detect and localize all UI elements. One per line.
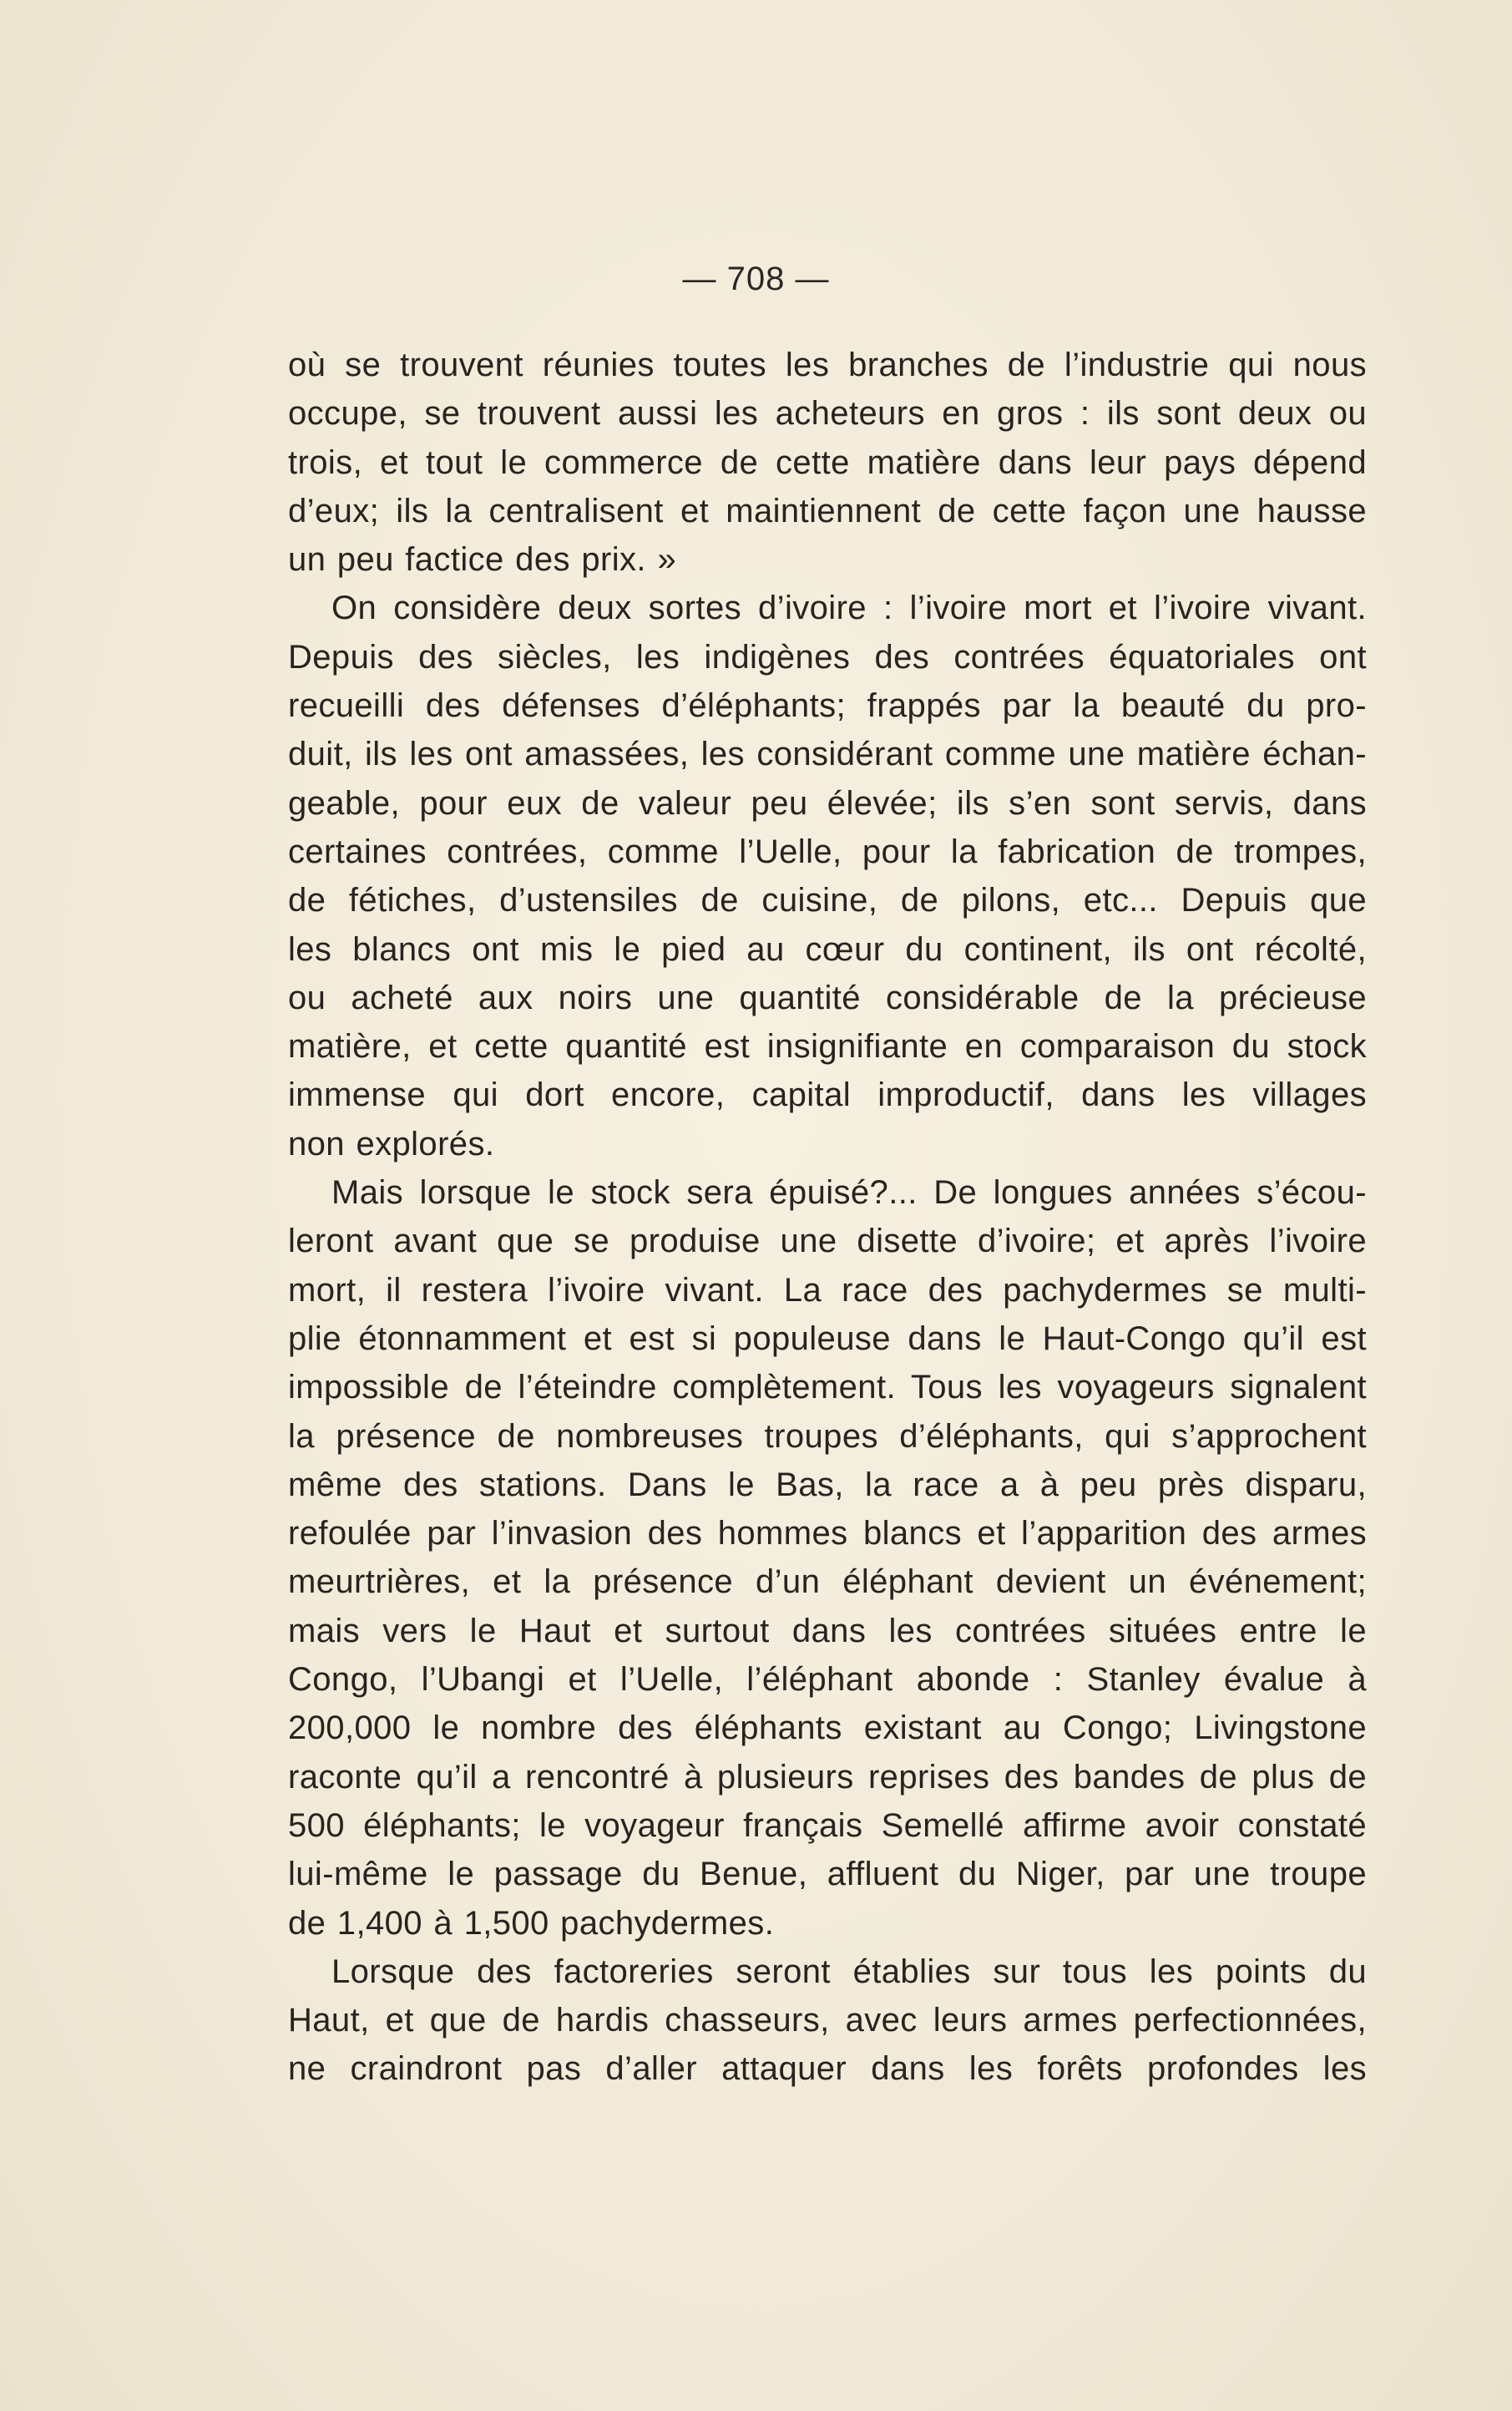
text-line: raconte qu’il a rencontré à plusieurs reprises des bandes de plus de [288,1758,1367,1796]
text-line: les blancs ont mis le pied au cœur du continent, ils ont récolté, [288,930,1367,968]
text-line: occupe, se trouvent aussi les acheteurs en gros : ils sont deux ou [288,395,1367,433]
text-line: refoulée par l’invasion des hommes blancs et l’apparition des armes [288,1515,1367,1552]
text-line: immense qui dort encore, capital improductif, dans les villages [288,1076,1367,1114]
body-text [288,341,1367,2094]
text-line: la présence de nombreuses troupes d’éléphants, qui s’approchent [288,1417,1367,1455]
text-line: Haut, et que de hardis chasseurs, avec leurs armes perfectionnées, [288,2002,1367,2039]
text-line: meurtrières, et la présence d’un éléphant devient un événement; [288,1563,1367,1601]
text-line: 200,000 le nombre des éléphants existant au Congo; Livingstone [288,1709,1367,1747]
text-line: impossible de l’éteindre complètement. Tous les voyageurs signalent [288,1369,1367,1406]
text-line: ou acheté aux noirs une quantité considérable de la précieuse [288,979,1367,1016]
text-line: lui-même le passage du Benue, affluent du Niger, par une troupe [288,1856,1367,1893]
text-line: recueilli des défenses d’éléphants; frappés par la beauté du pro- [288,687,1367,725]
text-line: leront avant que se produise une disette d’ivoire; et après l’ivoire [288,1223,1367,1260]
text-line: On considère deux sortes d’ivoire : l’ivoire mort et l’ivoire vivant. [331,590,1367,627]
text-line: duit, ils les ont amassées, les considérant comme une matière échan- [288,736,1367,773]
text-line: de 1,400 à 1,500 pachydermes. [288,1904,775,1942]
text-line: Lorsque des factoreries seront établies sur tous les points du [331,1953,1367,1990]
text-line: plie étonnamment et est si populeuse dans le Haut-Congo qu’il est [288,1319,1367,1357]
text-line: mais vers le Haut et surtout dans les contrées situées entre le [288,1612,1367,1649]
page-number: — 708 — [682,261,830,297]
paragraph [288,1168,1367,1948]
text-line: Depuis des siècles, les indigènes des contrées équatoriales ont [288,638,1367,676]
text-line: geable, pour eux de valeur peu élevée; ils s’en sont servis, dans [288,784,1367,822]
text-line: Mais lorsque le stock sera épuisé?... De longues années s’écou- [331,1174,1367,1212]
text-line: ne craindront pas d’aller attaquer dans les forêts profondes les [288,2050,1367,2088]
text-line: certaines contrées, comme l’Uelle, pour la fabrication de trompes, [288,833,1367,870]
text-line: où se trouvent réunies toutes les branches de l’industrie qui nous [288,347,1367,383]
paragraph [288,341,1367,584]
text-line: mort, il restera l’ivoire vivant. La race des pachydermes se multi- [288,1271,1367,1309]
paragraph [288,1948,1367,2094]
text-line: d’eux; ils la centralisent et maintiennent de cette façon une hausse [288,492,1367,529]
text-line: Congo, l’Ubangi et l’Uelle, l’éléphant abonde : Stanley évalue à [288,1661,1367,1699]
paragraph [288,584,1367,1168]
text-line: trois, et tout le commerce de cette matière dans leur pays dépend [288,443,1367,481]
text-line: un peu factice des prix. » [288,541,677,579]
text-line: de fétiches, d’ustensiles de cuisine, de pilons, etc... Depuis que [288,882,1367,919]
text-line: matière, et cette quantité est insignifiante en comparaison du stock [288,1028,1367,1066]
text-line: 500 éléphants; le voyageur français Semellé affirme avoir constaté [288,1806,1367,1844]
text-line: non explorés. [288,1125,495,1162]
text-line: même des stations. Dans le Bas, la race a à peu près disparu, [288,1466,1367,1503]
